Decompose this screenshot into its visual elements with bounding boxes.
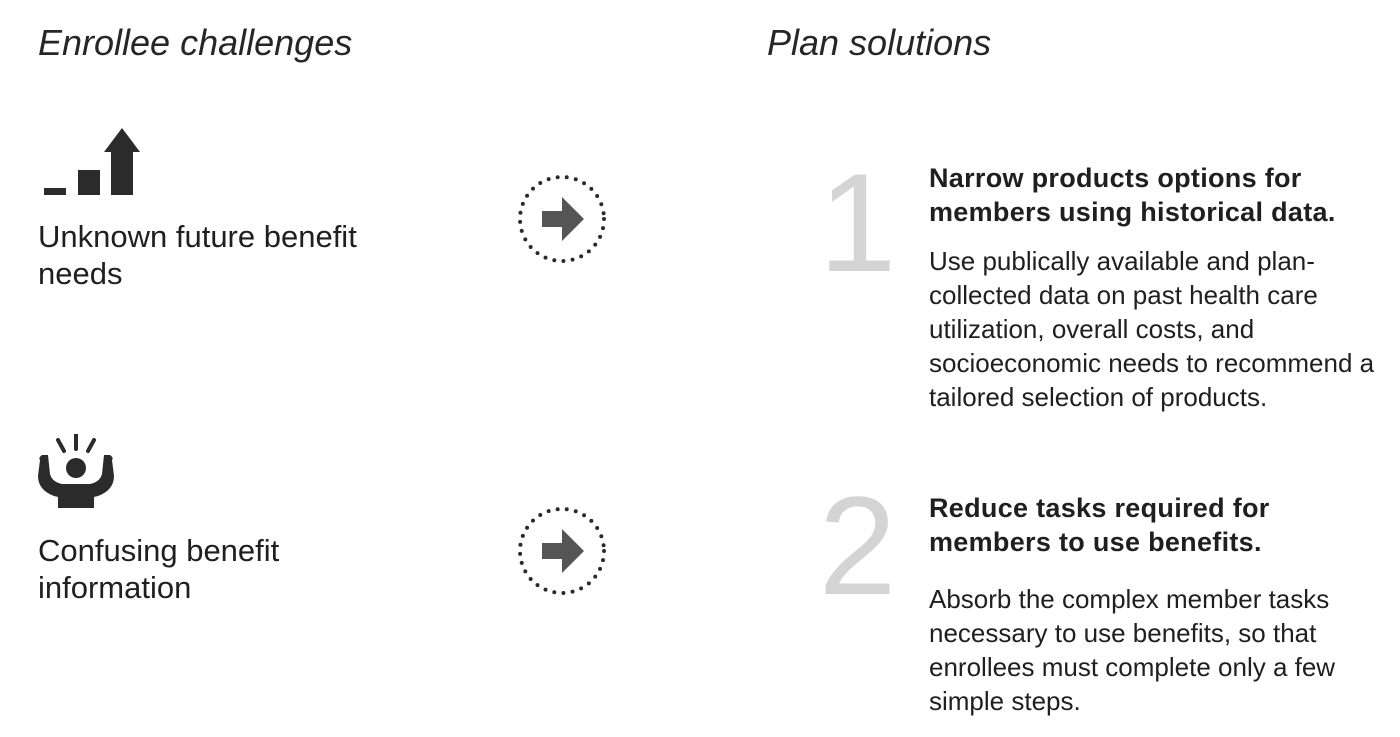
heading-plan-solutions: Plan solutions: [767, 22, 992, 63]
step-number-1: 1: [818, 144, 897, 301]
solution-body-2: Absorb the complex member tasks necessary to use benefits, so that enrollees must complete only a few simple steps.: [929, 584, 1336, 716]
solution-title-2: Reduce tasks required for members to use benefits.: [929, 493, 1270, 557]
right-arrow-dotted-circle-icon: [516, 173, 608, 265]
rising-bars-arrow-icon: [44, 128, 144, 198]
right-arrow-dotted-circle-icon: [516, 505, 608, 597]
frustrated-person-icon: [38, 434, 118, 510]
solution-title-1: Narrow products options for members using historical data.: [929, 163, 1336, 227]
heading-enrollee-challenges: Enrollee challenges: [38, 22, 353, 63]
challenge-label-confusing-info: Confusing benefit information: [38, 533, 280, 605]
challenge-label-unknown-needs: Unknown future benefit needs: [38, 219, 357, 291]
solution-body-1: Use publically available and plan-collected data on past health care utilization, overall costs, and socioeconomic needs to recommend a tailored selection of products.: [929, 246, 1375, 412]
step-number-2: 2: [818, 467, 897, 624]
